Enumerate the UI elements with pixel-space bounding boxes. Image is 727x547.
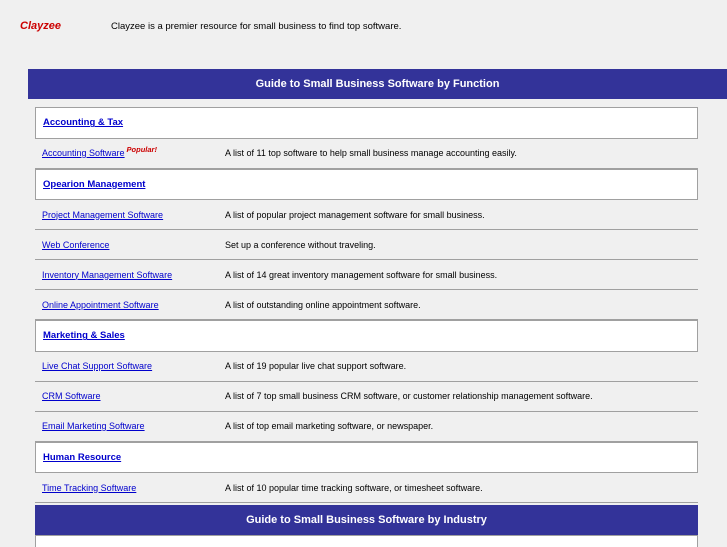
software-link-wrap: [42, 391, 101, 401]
software-link[interactable]: Project Management Software: [42, 209, 164, 220]
category-row: [35, 320, 698, 352]
category-row: [35, 442, 698, 474]
software-link[interactable]: Live Chat Support Software: [42, 361, 153, 371]
site-tagline: Clayzee is a premier resource for small business to find top software.: [111, 21, 402, 32]
software-row: [35, 230, 698, 260]
software-link-wrap: [42, 300, 159, 310]
software-row: [35, 200, 698, 230]
software-link[interactable]: Online Appointment Software: [42, 299, 159, 310]
software-row: [35, 139, 698, 169]
category-link[interactable]: Opearion Management: [43, 178, 146, 190]
function-guide-table: [35, 107, 698, 503]
software-link[interactable]: Accounting Software: [42, 148, 125, 158]
software-row: [35, 290, 698, 320]
software-link[interactable]: Email Marketing Software: [42, 421, 145, 431]
software-link-wrap: [42, 361, 152, 371]
software-link[interactable]: Time Tracking Software: [42, 482, 137, 493]
category-row: [35, 107, 698, 139]
section-banner-by-industry: Guide to Small Business Software by Industry: [35, 505, 698, 535]
software-row: [35, 260, 698, 290]
category-link[interactable]: Human Resource: [43, 451, 122, 463]
software-link[interactable]: CRM Software: [42, 391, 101, 401]
software-link-wrap: [42, 421, 145, 431]
software-row: [35, 352, 698, 382]
software-row: [35, 412, 698, 442]
software-description: A list of 19 popular live chat support software.: [225, 361, 407, 371]
software-link[interactable]: Inventory Management Software: [42, 269, 173, 280]
industry-guide-table: [35, 535, 698, 547]
software-link-wrap: [42, 483, 136, 493]
software-description: A list of 7 top small business CRM software, or customer relationship management software.: [225, 391, 593, 401]
section-banner-by-function: Guide to Small Business Software by Function: [28, 69, 727, 99]
software-description: A list of outstanding online appointment software.: [225, 299, 421, 310]
category-row: [35, 169, 698, 201]
category-link[interactable]: Accounting & Tax: [43, 117, 124, 129]
site-header: [0, 0, 727, 60]
software-description: A list of 14 great inventory management software for small business.: [225, 269, 498, 280]
software-link[interactable]: Web Conference: [42, 239, 110, 250]
category-link[interactable]: Marketing & Sales: [43, 330, 125, 342]
site-logo[interactable]: Clayzee: [20, 20, 61, 32]
software-link-wrap: [42, 270, 172, 280]
software-description: A list of 10 popular time tracking software, or timesheet software.: [225, 482, 483, 493]
software-description: A list of 11 top software to help small business manage accounting easily.: [225, 148, 517, 158]
software-description: A list of top email marketing software, or newspaper.: [225, 421, 434, 431]
software-link-wrap: [42, 240, 109, 250]
software-description: A list of popular project management software for small business.: [225, 209, 485, 220]
software-row: [35, 473, 698, 503]
software-link-wrap: [42, 210, 163, 220]
popular-badge: Popular!: [126, 145, 157, 154]
software-row: [35, 382, 698, 412]
software-link-wrap: [42, 145, 157, 158]
software-description: Set up a conference without traveling.: [225, 239, 376, 250]
